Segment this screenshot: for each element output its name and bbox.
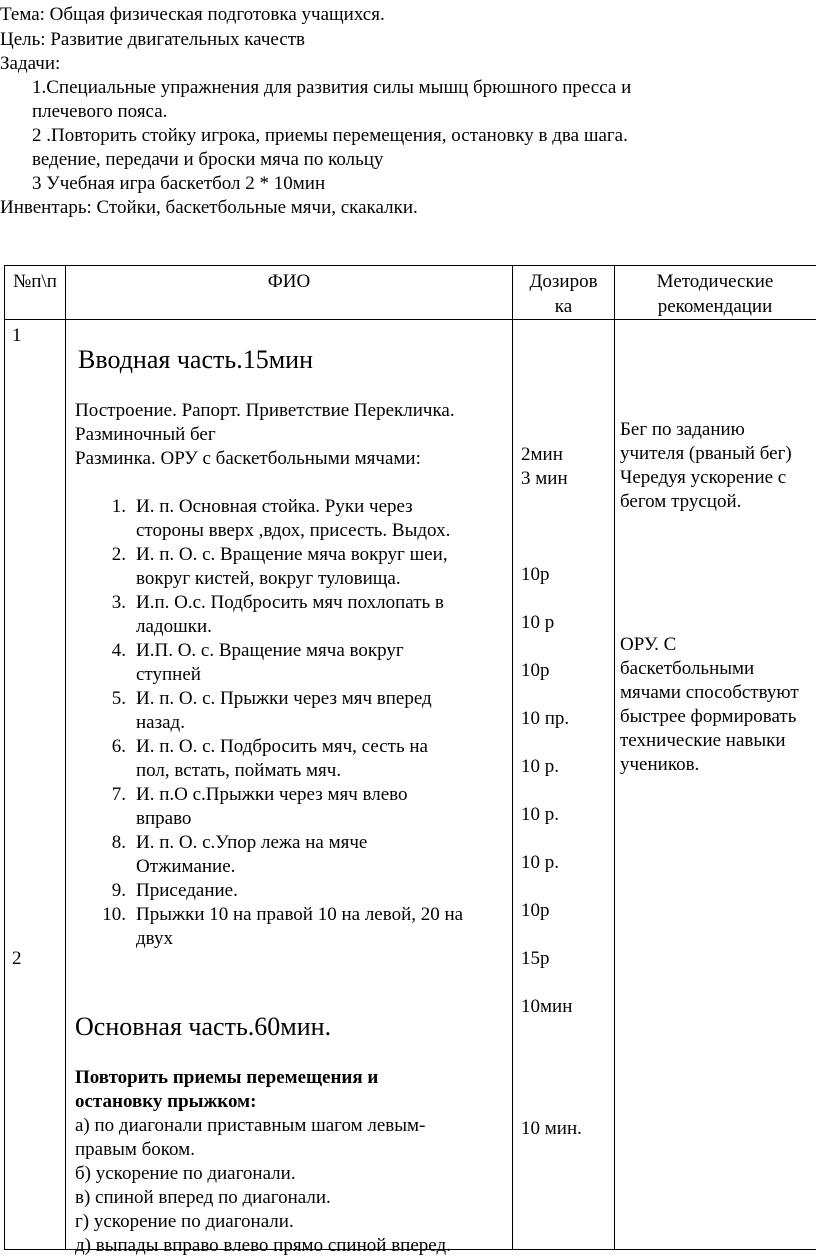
main-item: д) выпады вправо влево прямо спиной вперед.: [75, 1234, 451, 1258]
exercise-text-line2: назад.: [136, 711, 185, 735]
exercise-text-line2: вправо: [136, 807, 191, 831]
dose-value: 10 пр.: [521, 707, 569, 731]
exercise-number: 1.: [96, 495, 126, 519]
dose-intro-1: 2мин: [521, 443, 563, 467]
method-text-line: бегом трусцой.: [620, 490, 741, 514]
list-item: [66, 879, 506, 903]
method-column-cell: [615, 320, 816, 1250]
exercise-number: 6.: [96, 735, 126, 759]
task3-line: 3 Учебная игра баскетбол 2 * 10мин: [32, 172, 325, 196]
header-dose-2: ка: [513, 294, 614, 319]
task2-line2: ведение, передачи и броски мяча по кольцу: [32, 148, 383, 172]
exercise-text-line1: И. п. Основная стойка. Руки через: [136, 495, 413, 519]
dose-value: 10 р.: [521, 755, 559, 779]
exercise-text-line1: И. п.О с.Прыжки через мяч влево: [136, 783, 408, 807]
goal-line: Цель: Развитие двигательных качеств: [0, 28, 305, 52]
content-column-cell: [66, 320, 513, 1250]
main-item: а) по диагонали приставным шагом левым-: [75, 1114, 425, 1138]
exercise-text-line2: пол, встать, поймать мяч.: [136, 759, 341, 783]
list-item: [66, 687, 506, 735]
exercise-text-line2: двух: [136, 927, 173, 951]
main-item: правым боком.: [75, 1138, 195, 1162]
dose-value: 10р: [521, 563, 550, 587]
table-header-row: [5, 266, 816, 320]
header-method-1: Методические: [615, 266, 815, 294]
exercise-number: 10.: [96, 903, 126, 927]
header-method-cell: [615, 266, 816, 320]
main-item: б) ускорение по диагонали.: [75, 1162, 296, 1186]
exercise-text-line1: И.п. О.с. Подбросить мяч похлопать в: [136, 591, 444, 615]
header-dose-cell: [513, 266, 615, 320]
exercise-text-line1: И. п. О. с. Вращение мяча вокруг шеи,: [136, 543, 448, 567]
method-text-line: учеников.: [620, 753, 699, 777]
main-bold-line-1: Повторить приемы перемещения и: [75, 1066, 378, 1090]
row-number-1: 1: [12, 324, 22, 348]
dose-column-cell: [513, 320, 615, 1250]
inventory-line: Инвентарь: Стойки, баскетбольные мячи, скакалки.: [0, 196, 418, 220]
method-text-line: быстрее формировать: [620, 705, 796, 729]
lesson-plan-table: [4, 265, 816, 1250]
method-text-line: ОРУ. С: [620, 633, 676, 657]
method-text-line: мячами способствуют: [620, 681, 799, 705]
exercise-text-line2: ладошки.: [136, 615, 212, 639]
exercise-number: 4.: [96, 639, 126, 663]
method-text-line: Бег по заданию: [620, 418, 745, 442]
header-name-cell: [66, 266, 513, 320]
main-item: в) спиной вперед по диагонали.: [75, 1186, 331, 1210]
exercise-number: 8.: [96, 831, 126, 855]
topic-line: Тема: Общая физическая подготовка учащихся.: [0, 3, 385, 27]
dose-intro-2: 3 мин: [521, 467, 568, 491]
main-section-title: Основная часть.60мин.: [75, 1012, 331, 1042]
dose-value: 10 р.: [521, 803, 559, 827]
header-num: №п\п: [5, 266, 65, 294]
exercise-text-line1: И. п. О. с. Прыжки через мяч вперед: [136, 687, 432, 711]
exercise-text-line2: ступней: [136, 663, 201, 687]
header-name: ФИО: [66, 266, 512, 294]
list-item: [66, 783, 506, 831]
dose-value: 10р: [521, 899, 550, 923]
list-item: [66, 591, 506, 639]
exercise-number: 2.: [96, 543, 126, 567]
exercise-number: 7.: [96, 783, 126, 807]
dose-main: 10 мин.: [521, 1117, 582, 1141]
header-dose-1: Дозиров: [513, 266, 614, 294]
main-item: г) ускорение по диагонали.: [75, 1210, 294, 1234]
intro-line-1: Построение. Рапорт. Приветствие Перекличка.: [75, 399, 455, 423]
method-text-line: технические навыки: [620, 729, 786, 753]
list-item: [66, 903, 506, 951]
dose-value: 10р: [521, 659, 550, 683]
exercise-text-line1: Приседание.: [136, 879, 238, 903]
method-text-line: учителя (рваный бег): [620, 442, 792, 466]
intro-section-title: Вводная часть.15мин: [78, 345, 313, 375]
task1-line1: 1.Специальные упражнения для развития силы мышц брюшного пресса и: [32, 76, 631, 100]
exercise-text-line1: И.П. О. с. Вращение мяча вокруг: [136, 639, 404, 663]
exercise-text-line1: И. п. О. с. Подбросить мяч, сесть на: [136, 735, 428, 759]
exercise-text-line2: вокруг кистей, вокруг туловища.: [136, 567, 401, 591]
exercise-list: [66, 495, 506, 951]
header-method-2: рекомендации: [615, 294, 815, 319]
exercise-text-line1: Прыжки 10 на правой 10 на левой, 20 на: [136, 903, 463, 927]
list-item: [66, 735, 506, 783]
task2-line1: 2 .Повторить стойку игрока, приемы перемещения, остановку в два шага.: [32, 124, 628, 148]
exercise-number: 3.: [96, 591, 126, 615]
list-item: [66, 639, 506, 687]
main-bold-line-2: остановку прыжком:: [75, 1090, 256, 1114]
num-column-cell: [5, 320, 66, 1250]
dose-value: 10мин: [521, 995, 572, 1019]
intro-line-3: Разминка. ОРУ с баскетбольными мячами:: [75, 447, 421, 471]
header-num-cell: [5, 266, 66, 320]
row-number-2: 2: [12, 947, 22, 971]
list-item: [66, 543, 506, 591]
list-item: [66, 831, 506, 879]
dose-value: 10 р.: [521, 851, 559, 875]
tasks-label: Задачи:: [0, 52, 60, 76]
method-text-line: баскетбольными: [620, 657, 754, 681]
table-body-row: [5, 320, 816, 1250]
exercise-text-line2: Отжимание.: [136, 855, 235, 879]
dose-value: 10 р: [521, 611, 554, 635]
exercise-number: 9.: [96, 879, 126, 903]
dose-value: 15р: [521, 947, 550, 971]
exercise-number: 5.: [96, 687, 126, 711]
task1-line2: плечевого пояса.: [32, 100, 167, 124]
list-item: [66, 495, 506, 543]
method-text-line: Чередуя ускорение с: [620, 466, 786, 490]
exercise-text-line2: стороны вверх ,вдох, присесть. Выдох.: [136, 519, 450, 543]
intro-line-2: Разминочный бег: [75, 423, 216, 447]
exercise-text-line1: И. п. О. с.Упор лежа на мяче: [136, 831, 367, 855]
